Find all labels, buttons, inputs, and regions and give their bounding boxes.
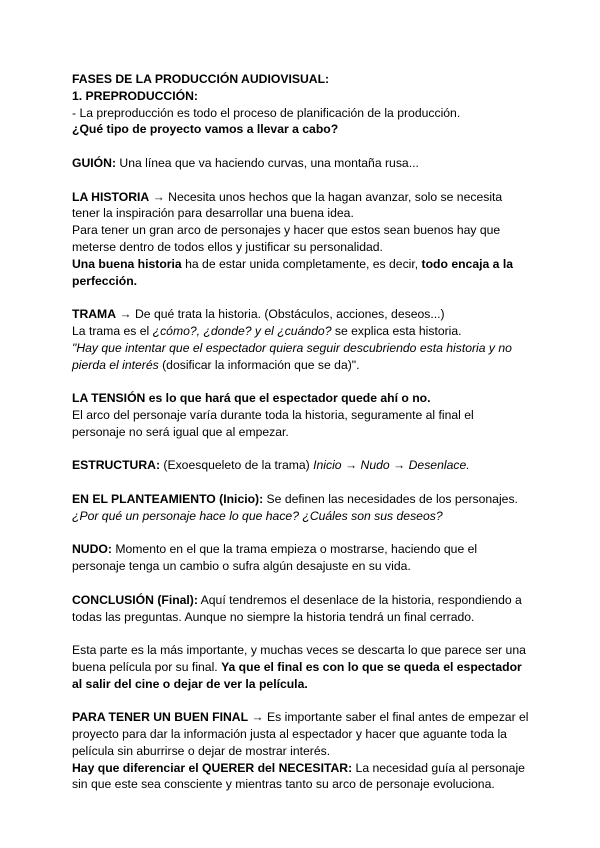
trama-paragraph: TRAMA → De qué trata la historia. (Obstáculos, acciones, deseos...)	[72, 307, 445, 322]
paragraph-line: tener la inspiración para desarrollar una buena idea.	[72, 206, 354, 221]
paragraph-line: Hay que diferenciar el QUERER del NECESITAR: La necesidad guía al personaje	[72, 760, 525, 775]
paragraph-line: La trama es el ¿cómo?, ¿donde? y el ¿cuándo? se explica esta historia.	[72, 323, 462, 338]
historia-paragraph: LA HISTORIA → Necesita unos hechos que la hagan avanzar, solo se necesita	[72, 189, 503, 204]
buen-final-paragraph: PARA TENER UN BUEN FINAL → Es importante saber el final antes de empezar el	[72, 710, 529, 725]
paragraph-line: proyecto para dar la información justa al espectador y hacer que aguante toda la	[72, 727, 507, 742]
tension-paragraph: LA TENSIÓN es lo que hará que el espectador quede ahí o no.	[72, 391, 431, 406]
estructura-paragraph: ESTRUCTURA: (Exoesqueleto de la trama) Inicio → Nudo → Desenlace.	[72, 458, 470, 473]
guion-paragraph: GUIÓN: Una línea que va haciendo curvas, una montaña rusa...	[72, 155, 419, 170]
paragraph-line: meterse dentro de todos ellos y justificar su personalidad.	[72, 239, 383, 254]
question-line: ¿Qué tipo de proyecto vamos a llevar a cabo?	[72, 122, 339, 137]
paragraph-line: - La preproducción es todo el proceso de planificación de la producción.	[72, 105, 461, 120]
conclusion-paragraph: CONCLUSIÓN (Final): Aquí tendremos el desenlace de la historia, respondiendo a	[72, 592, 522, 607]
paragraph-line: buena película por su final. Ya que el final es con lo que se queda el espectador	[72, 659, 522, 674]
parte-paragraph: Esta parte es la más importante, y muchas veces se descarta lo que parece ser una	[72, 643, 526, 658]
paragraph-line: perfección.	[72, 273, 138, 288]
paragraph-line: "Hay que intentar que el espectador quiera seguir descubriendo esta historia y no	[72, 340, 512, 355]
nudo-paragraph: NUDO: Momento en el que la trama empieza o mostrarse, haciendo que el	[72, 542, 478, 557]
paragraph-line: ¿Por qué un personaje hace lo que hace? ¿Cuáles son sus deseos?	[72, 508, 443, 523]
paragraph-line: personaje no será igual que al empezar.	[72, 424, 289, 439]
paragraph-line: Una buena historia ha de estar unida completamente, es decir, todo encaja a la	[72, 256, 513, 271]
paragraph-line: Para tener un gran arco de personajes y hacer que estos sean buenos hay que	[72, 223, 501, 238]
paragraph-line: pierda el interés (dosificar la información que se da)".	[72, 357, 360, 372]
document-page	[72, 71, 532, 793]
paragraph-line: al salir del cine o dejar de ver la película.	[72, 676, 308, 691]
paragraph-line: sin que este sea consciente y mientras tanto su arco de personaje evoluciona.	[72, 777, 495, 792]
paragraph-line: personaje tenga un cambio o sufra algún desajuste en su vida.	[72, 559, 411, 574]
section-heading: 1. PREPRODUCCIÓN:	[72, 88, 198, 103]
paragraph-line: película sin aburrirse o dejar de mostrar interés.	[72, 743, 331, 758]
document-title: FASES DE LA PRODUCCIÓN AUDIOVISUAL:	[72, 72, 330, 86]
paragraph-line: todas las preguntas. Aunque no siempre la historia tendrá un final cerrado.	[72, 609, 475, 624]
planteamiento-paragraph: EN EL PLANTEAMIENTO (Inicio): Se definen las necesidades de los personajes.	[72, 491, 518, 506]
paragraph-line: El arco del personaje varía durante toda la historia, seguramente al final el	[72, 407, 474, 422]
